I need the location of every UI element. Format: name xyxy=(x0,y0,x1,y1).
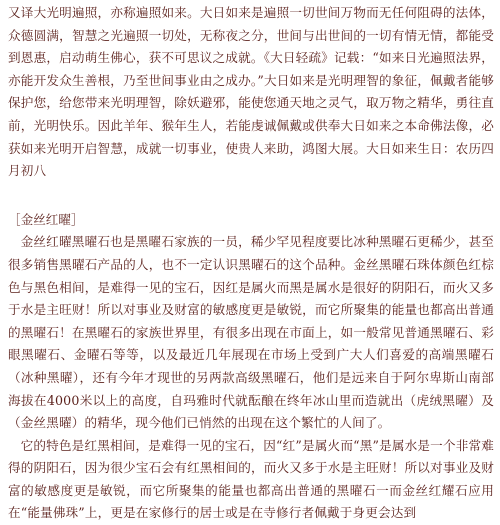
paragraph-dainichi-nyorai: 又译大光明遍照，亦称遍照如来。大日如来是遍照一切世间万物而无任何阻碍的法体，众德圆满，智慧之光遍照一切处，无称夜之分，世间与出世间的一切有情无情，都能受到恩惠，启动萌生佛心，获不可思议之成就。《大日轻疏》记载：“如来日光遍照法界，亦能开发众生善根，乃至世间事业由之成办。”大日如来是光明理智的象征，佩戴者能够保护您，给您带来光明理智，除妖避邪，能使您通天地之灵气，取万物之精华，勇往直前，光明快乐。因此羊年、猴年生人，若能虔诚佩戴或供奉大日如来之本命佛法像，必获如来光明开启智慧，成就一切事业，使贵人来助，鸿图大展。大日如来生日：农历四月初八 xyxy=(8,5,494,179)
document-body xyxy=(8,2,494,525)
paragraph-gold-red-obsidian-features: 它的特色是红黑相间，是难得一见的宝石，因“红”是属火而“黑”是属水是一个非常难得的阴阳石，因为很少宝石会有红黑相间的，而火又多于水是主旺财！所以对事业及财富的敏感度更是敏锐，而它所聚集的能量也都高出普通的黑曜石一而金丝红耀石应用在“能量佛珠”上，更是在家修行的居士或是在寺修行者佩戴于身更会达到 xyxy=(8,437,494,521)
paragraph-gold-red-obsidian-intro: 金丝红曜黑曜石也是黑曜石家族的一员，稀少罕见程度要比冰种黑曜石更稀少，甚至很多销售黑曜石产品的人，也不一定认识黑曜石的这个品种。金丝黑曜石珠体颜色红棕色与黑色相间，是难得一见的宝石，因红是属火而黑是属水是很好的阴阳石，而火又多于水是主旺财！所以对事业及财富的敏感度更是敏锐，而它所聚集的能量也都高出普通的黑曜石！在黑曜石的家族世界里，有很多出现在市面上，如一般常见普通黑曜石、彩眼黑曜石、金曜石等等，以及最近几年展现在市场上受到广大人们喜爱的高端黑曜石（冰种黑曜），还有今年才现世的另两款高级黑曜石，他们是远来自于阿尔卑斯山南部海拔在4000米以上的高度，自玛雅时代就酝酿在终年冰山里而造就出（虎绒黑曜）及（金丝黑曜）的精华，现今他们已悄然的出现在这个繁忙的人间了。 xyxy=(8,234,494,431)
section-title: ［金丝红曜］ xyxy=(8,211,84,227)
